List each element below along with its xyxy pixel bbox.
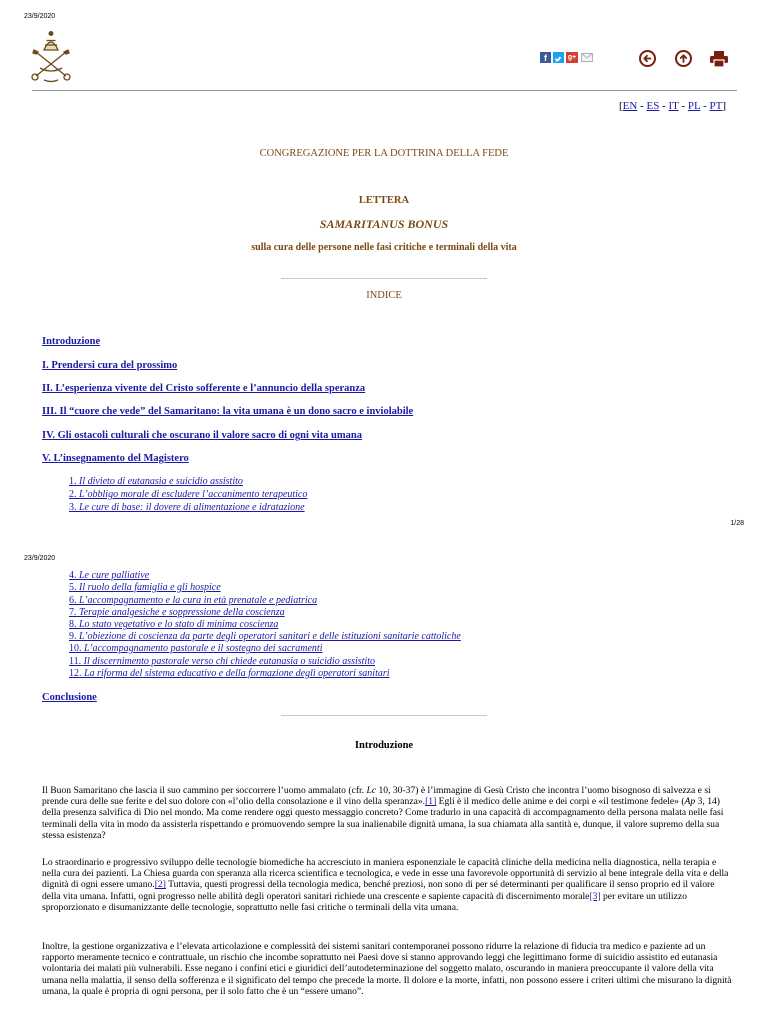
scripture-ref: Lc [366,785,377,796]
scripture-ref: Ap [684,796,696,808]
text-span: 10, 30-37) è l’immagine di Gesù Cristo che incontra l’uomo bisognoso di salvezza e si prende cura delle sue ferite e del suo dolore con «l’olio della consolazione e il vino della speranza». [42,785,711,808]
toc-subitem-text: Le cure di base: il dovere di alimentazione e idratazione [79,502,305,513]
toc-subitem-text: L’obiezione di coscienza da parte degli operatori sanitari e delle istituzioni sanitarie cattoliche [79,631,461,642]
toc-subitem-text: L’accompagnamento pastorale e il sostegno dei sacramenti [84,643,323,654]
toc-subitem-text: L’obbligo morale di escludere l’accanimento terapeutico [79,489,308,500]
email-icon[interactable] [581,53,593,62]
paragraph-3: Inoltre, la gestione organizzativa e l’elevata articolazione e complessità dei sistemi sanitari contemporanei possono ridurre la relazione di fiducia tra medico e paziente ad un rapporto meramente tecnico e contrattuale, un rischio che incombe soprattutto nei Paesi dove si stanno approvando leggi che legittimano forme di suicidio assistito ed eutanasia volontaria dei malati più vulnerabili. Esse negano i confini etici e giuridici dell’autodeterminazione del soggetto malato, oscurando in maniera preoccupante il valore della vita umana nella malattia, il senso della sofferenza e il significato del tempo che precede la morte. Il dolore e la morte, infatti, non possono essere i criteri ultimi che misurano la dignità umana, la quale è propria di ogni persona, per il solo fatto che è un “essere umano”. [42,941,732,997]
google-plus-icon[interactable]: g+ [567,54,577,61]
lang-sep: - [700,100,710,112]
toc-subitem-number: 1. [69,476,77,487]
toc-subitem-3[interactable] [69,502,305,513]
toc-subitem-text: L’accompagnamento e la cura in età prenatale e pediatrica [79,595,318,606]
back-arrow-icon[interactable] [639,50,656,67]
toc-subitem-5[interactable] [69,582,221,593]
text-span: Lo straordinario e progressivo sviluppo delle tecnologie biomediche ha accresciuto in maniera esponenziale le capacità cliniche della medicina nella diagnostica, nella terapia e nella cura dei pazienti. La Chiesa guarda con speranza alla ricerca scientifica e tecnologica, e vede in esse una favorevole opportunità di servizio al bene integrale della vita e della dignità di ogni essere umano. [42,857,729,891]
toc-subitem-number: 4. [69,570,77,581]
toc-subitem-text: La riforma del sistema educativo e della formazione degli operatori sanitari [84,668,390,679]
coat-of-arms-icon [26,30,76,84]
toc-subitem-10[interactable] [69,643,323,654]
toc-subitem-9[interactable] [69,631,461,642]
lang-link-en[interactable]: EN [622,100,638,112]
title-divider [281,278,487,279]
toc-item-introduzione[interactable]: Introduzione [42,336,101,347]
toc-subitem-number: 3. [69,502,77,513]
toc-subitem-number: 8. [69,619,77,630]
congregation-name: CONGREGAZIONE PER LA DOTTRINA DELLA FEDE [259,148,509,159]
paragraph-2 [42,857,732,913]
lang-link-es[interactable]: ES [646,100,660,112]
lang-link-it[interactable]: IT [668,100,679,112]
text-span: per evitare un utilizzo sproporzionato e disumanizzante delle tecnologie, soprattutto nelle fasi critiche o terminali della vita umana. [42,890,687,913]
lang-link-pt[interactable]: PT [709,100,723,112]
share-bar [540,52,594,64]
index-label: INDICE [366,290,402,301]
toc-item-v[interactable]: V. L’insegnamento del Magistero [42,453,189,464]
toc-subitem-8[interactable] [69,619,278,630]
document-title: SAMARITANUS BONUS [319,217,449,231]
toc-item-i[interactable]: I. Prendersi cura del prossimo [42,360,178,371]
lang-sep: - [678,100,688,112]
toc-item-iv[interactable]: IV. Gli ostacoli culturali che oscurano il valore sacro di ogni vita umana [42,430,362,441]
toc-subitem-7[interactable] [69,607,285,618]
text-span: Il Buon Samaritano che lascia il suo cammino per soccorrere l’uomo ammalato (cfr. [42,785,367,796]
document-subtitle: sulla cura delle persone nelle fasi critiche e terminali della vita [251,242,517,253]
text-span: Tuttavia, questi progressi della tecnologia medica, benché preziosi, non sono di per sé determinanti per qualificare il senso proprio ed il valore della vita umana. Infatti, ogni progresso nelle abilità degli operatori sanitari richiede una crescente e sapiente capacità di discernimento morale [42,879,715,902]
toc-subitem-text: Il divieto di eutanasia e suicidio assistito [79,476,243,487]
lang-open: [ [618,100,623,112]
up-arrow-icon[interactable] [675,50,692,67]
footnote-link-1[interactable]: [1] [425,796,437,808]
section-title: Introduzione [354,740,414,751]
print-date: 23/9/2020 [24,13,56,20]
paragraph-1 [42,785,732,841]
footnote-link-3[interactable]: [3] [589,890,601,902]
toc-item-ii[interactable]: II. L’esperienza vivente del Cristo sofferente e l’annuncio della speranza [42,383,366,394]
lang-sep: - [637,100,647,112]
toc-subitem-number: 10. [69,643,82,654]
toc-subitem-text: Il discernimento pastorale verso chi chiede eutanasia o suicidio assistito [83,656,375,667]
toc-subitem-text: Le cure palliative [79,570,150,581]
print-icon[interactable] [709,50,729,68]
toc-divider [281,715,487,716]
toc-subitem-number: 6. [69,595,77,606]
toc-subitem-text: Il ruolo della famiglia e gli hospice [79,582,221,593]
text-span: Egli è il medico delle anime e dei corpi e «il testimone fedele» ( [436,796,685,808]
toc-subitem-number: 9. [69,631,77,642]
toc-item-conclusione[interactable]: Conclusione [42,692,97,703]
toc-subitem-11[interactable] [69,656,375,667]
toc-subitem-6[interactable] [69,595,317,606]
toc-subitem-text: Lo stato vegetativo e lo stato di minima coscienza [79,619,279,630]
toc-subitem-4[interactable] [69,570,149,581]
toc-subitem-number: 12. [69,668,82,679]
toc-subitem-1[interactable] [69,476,243,487]
twitter-icon[interactable] [553,52,564,63]
footnote-link-2[interactable]: [2] [154,879,166,891]
document-type: LETTERA [358,195,410,206]
language-selector [619,100,726,112]
lang-close: ] [722,100,726,112]
text-span: 3, 14) della presenza salvifica di Dio nel mondo. Ma come rendere oggi questo messaggio concreto? Come tradurlo in una capacità di accompagnamento della persona malata nelle fasi terminali della vita in modo da assisterla rispettando e promuovendo sempre la sua inalienabile dignità umana, la sua chiamata alla santità e, dunque, il valore supremo della sua stessa esistenza? [42,796,724,841]
toc-subitem-number: 7. [69,607,77,618]
toc-item-iii[interactable]: III. Il “cuore che vede” del Samaritano: la vita umana è un dono sacro e inviolabile [42,406,414,417]
page-number: 1/28 [730,520,744,527]
toc-subitem-number: 2. [69,489,77,500]
toc-subitem-2[interactable] [69,489,307,500]
lang-link-pl[interactable]: PL [687,100,701,112]
toc-subitem-number: 5. [69,582,77,593]
facebook-icon[interactable]: f [540,52,551,63]
toc-subitem-12[interactable] [69,668,390,679]
papal-coat-of-arms-logo[interactable] [26,30,76,84]
header-divider [32,90,737,91]
toc-subitem-text: Terapie analgesiche e soppressione della coscienza [79,607,285,618]
lang-sep: - [659,100,669,112]
print-date-page2: 23/9/2020 [24,555,56,562]
toc-subitem-number: 11. [69,656,82,667]
